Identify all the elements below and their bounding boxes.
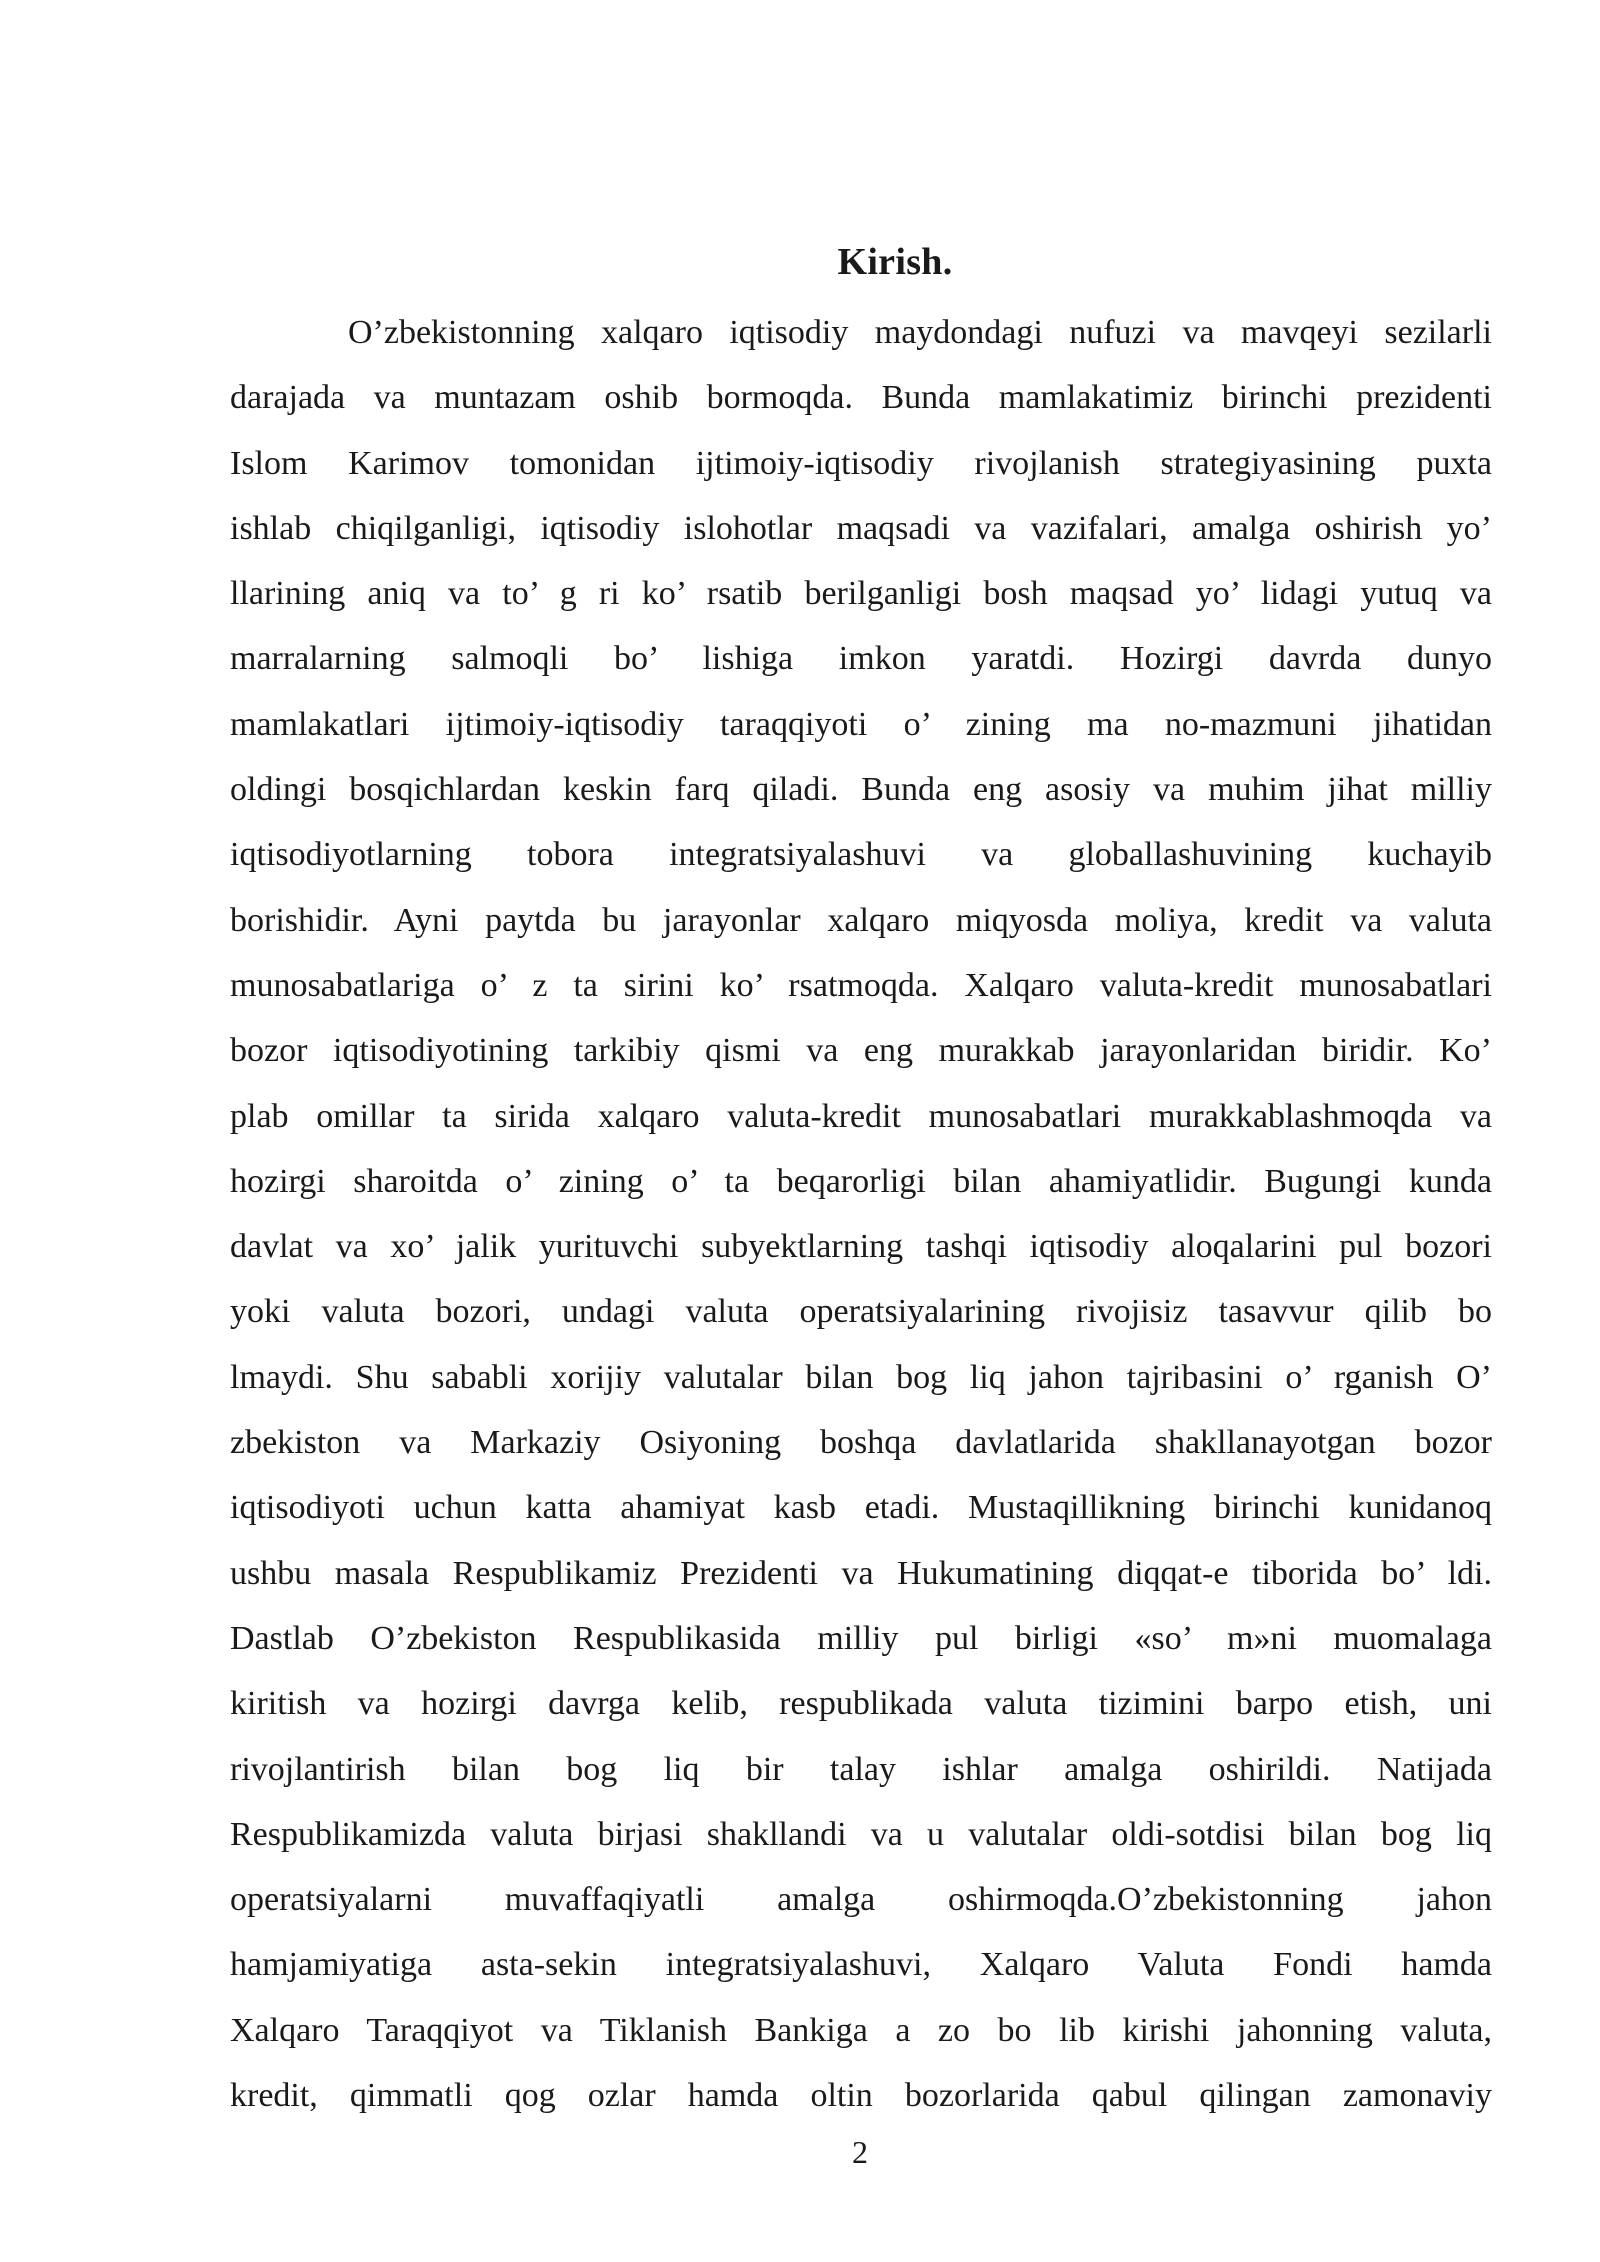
text-line: Dastlab O’zbekiston Respublikasida milliy pul birligi «so’ m»ni muomalaga bbox=[230, 1619, 1492, 1657]
text-line: oldingi bosqichlardan keskin farq qiladi. Bunda eng asosiy va muhim jihat milliy bbox=[230, 771, 1492, 809]
text-line: davlat va xo’ jalik yurituvchi subyektlarning tashqi iqtisodiy aloqalarini pul bozori bbox=[230, 1228, 1492, 1266]
text-line: Islom Karimov tomonidan ijtimoiy-iqtisodiy rivojlanish strategiyasining puxta bbox=[230, 444, 1492, 482]
text-line: hozirgi sharoitda o’ zining o’ ta beqarorligi bilan ahamiyatlidir. Bugungi kunda bbox=[230, 1162, 1492, 1200]
text-line: marralarning salmoqli bo’ lishiga imkon yaratdi. Hozirgi davrda dunyo bbox=[230, 640, 1492, 678]
text-line: ishlab chiqilganligi, iqtisodiy islohotlar maqsadi va vazifalari, amalga oshirish yo’ bbox=[230, 509, 1492, 547]
text-line: zbekiston va Markaziy Osiyoning boshqa davlatlarida shakllanayotgan bozor bbox=[230, 1424, 1492, 1462]
text-line: kredit, qimmatli qog ozlar hamda oltin bozorlarida qabul qilingan zamonaviy bbox=[230, 2077, 1492, 2115]
text-line: hamjamiyatiga asta-sekin integratsiyalashuvi, Xalqaro Valuta Fondi hamda bbox=[230, 1946, 1492, 1984]
text-line: O’zbekistonning xalqaro iqtisodiy maydondagi nufuzi va mavqeyi sezilarli bbox=[348, 314, 1492, 351]
text-line: operatsiyalarni muvaffaqiyatli amalga oshirmoqda.O’zbekistonning jahon bbox=[230, 1881, 1492, 1919]
section-title: Kirish. bbox=[837, 241, 953, 283]
text-line: darajada va muntazam oshib bormoqda. Bunda mamlakatimiz birinchi prezidenti bbox=[230, 379, 1492, 417]
text-line: borishidir. Ayni paytda bu jarayonlar xalqaro miqyosda moliya, kredit va valuta bbox=[230, 901, 1492, 939]
text-line: mamlakatlari ijtimoiy-iqtisodiy taraqqiyoti o’ zining ma no-mazmuni jihatidan bbox=[230, 705, 1492, 743]
text-line: lmaydi. Shu sababli xorijiy valutalar bilan bog liq jahon tajribasini o’ rganish O’ bbox=[230, 1358, 1492, 1396]
text-line: iqtisodiyoti uchun katta ahamiyat kasb etadi. Mustaqillikning birinchi kunidanoq bbox=[230, 1489, 1492, 1527]
text-line: bozor iqtisodiyotining tarkibiy qismi va eng murakkab jarayonlaridan biridir. Ko’ bbox=[230, 1032, 1492, 1070]
text-line: Respublikamizda valuta birjasi shakllandi va u valutalar oldi-sotdisi bilan bog liq bbox=[230, 1815, 1492, 1853]
text-line: ushbu masala Respublikamiz Prezidenti va Hukumatining diqqat-e tiborida bo’ ldi. bbox=[230, 1554, 1492, 1592]
text-line: plab omillar ta sirida xalqaro valuta-kredit munosabatlari murakkablashmoqda va bbox=[230, 1097, 1492, 1135]
text-line: yoki valuta bozori, undagi valuta operatsiyalarining rivojisiz tasavvur qilib bo bbox=[230, 1293, 1492, 1331]
page-number: 2 bbox=[852, 2134, 868, 2170]
text-line: llarining aniq va to’ g ri ko’ rsatib berilganligi bosh maqsad yo’ lidagi yutuq va bbox=[230, 575, 1492, 613]
text-line: iqtisodiyotlarning tobora integratsiyalashuvi va globallashuvining kuchayib bbox=[230, 836, 1492, 874]
text-line: munosabatlariga o’ z ta sirini ko’ rsatmoqda. Xalqaro valuta-kredit munosabatlari bbox=[230, 966, 1492, 1004]
text-line: kiritish va hozirgi davrga kelib, respublikada valuta tizimini barpo etish, uni bbox=[230, 1685, 1492, 1723]
text-line: Xalqaro Taraqqiyot va Tiklanish Bankiga a zo bo lib kirishi jahonning valuta, bbox=[230, 2011, 1492, 2049]
body-paragraph bbox=[230, 300, 1492, 2128]
text-line: rivojlantirish bilan bog liq bir talay ishlar amalga oshirildi. Natijada bbox=[230, 1750, 1492, 1788]
